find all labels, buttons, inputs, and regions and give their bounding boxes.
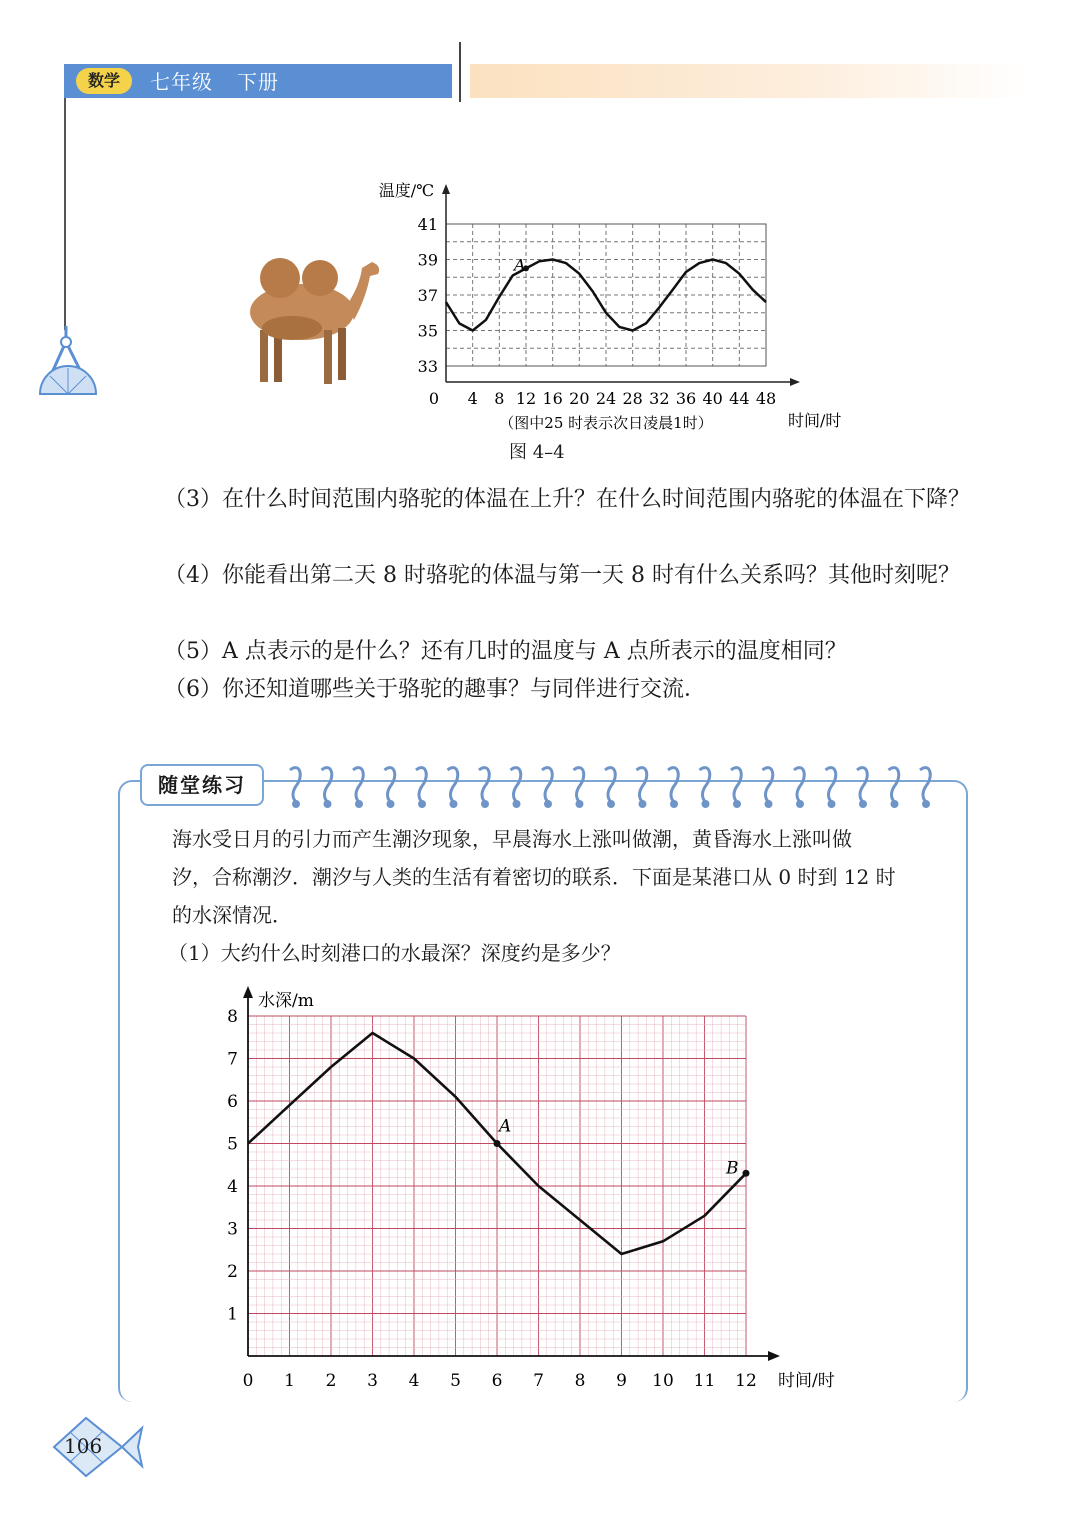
binding-hole [922,800,930,808]
x-tick-label: 12 [735,1371,757,1391]
x-tick-label: 1 [284,1371,295,1391]
x-axis-label: 时间/时 [788,411,842,430]
binding-ring [385,768,395,802]
binding-hole [544,800,552,808]
page-number: 106 [64,1434,103,1458]
binding-hole [387,800,395,808]
y-axis-arrow [243,986,253,998]
binding-hole [292,800,300,808]
y-axis-label: 水深/m [258,991,314,1011]
x-tick-label: 9 [616,1371,627,1391]
point-marker [494,1140,501,1147]
y-tick-label: 41 [417,215,438,234]
subject-badge: 数学 [76,68,132,94]
binding-hole [796,800,804,808]
binding-ring [605,768,615,802]
binding-ring [763,768,773,802]
water-depth-chart [210,984,860,1394]
header-gradient [470,64,1030,98]
binding-hole [670,800,678,808]
binding-ring [322,768,332,802]
y-tick-label: 1 [227,1304,238,1325]
x-tick-label: 7 [533,1371,544,1391]
binding-hole [828,800,836,808]
point-label: A [499,1116,512,1137]
binding-hole [733,800,741,808]
y-tick-label: 6 [227,1092,238,1112]
x-tick-label: 8 [574,1371,586,1391]
volume-label: 下册 [237,70,279,94]
practice-title: 随堂练习 [140,764,264,806]
binding-ring [668,768,678,802]
x-tick-label: 36 [675,389,697,408]
header-divider [459,42,461,102]
binding-ring [416,768,426,802]
binding-ring [542,768,552,802]
y-tick-label: 8 [227,1007,238,1027]
spiral-binding-decoration [276,760,956,812]
figure-caption: 图 4–4 [509,442,565,463]
point-label: A [514,255,526,275]
x-tick-label: 6 [491,1371,503,1391]
x-tick-label: 20 [569,389,590,408]
y-tick-label: 39 [417,250,438,270]
x-tick-label: 12 [515,389,537,408]
question-3: （3）在什么时间范围内骆驼的体温在上升？在什么时间范围内骆驼的体温在下降？ [164,487,970,512]
binding-hole [576,800,584,808]
x-tick-label: 5 [450,1371,461,1391]
binding-hole [639,800,647,808]
x-tick-label: 11 [693,1371,716,1391]
binding-hole [513,800,521,808]
binding-hole [324,800,332,808]
x-tick-label: 0 [428,389,440,408]
y-axis-arrow [442,184,450,194]
origin-label: 0 [242,1371,254,1391]
practice-question-1: （1）大约什么时刻港口的水最深？深度约是多少？ [168,941,621,965]
binding-hole [859,800,867,808]
x-tick-label: 8 [494,389,505,408]
question-4: （4）你能看出第二天 8 时骆驼的体温与第一天 8 时有什么关系吗？其他时刻呢？ [164,563,960,588]
binding-ring [637,768,647,802]
grade-label: 七年级 [150,70,213,94]
binding-hole [702,800,710,808]
x-tick-label: 24 [595,389,617,408]
binding-ring [353,768,363,802]
x-tick-label: 2 [325,1371,337,1391]
binding-ring [290,768,300,802]
y-tick-label: 37 [417,286,438,305]
figure-4-4-chart [360,176,870,432]
binding-hole [481,800,489,808]
y-tick-label: 7 [227,1049,238,1070]
binding-hole [765,800,773,808]
point-marker [743,1170,750,1177]
x-tick-label: 32 [649,389,670,408]
y-tick-label: 35 [417,321,438,341]
practice-text-line2: 汐，合称潮汐．潮汐与人类的生活有着密切的联系．下面是某港口从 0 时到 12 时 [172,865,896,889]
y-tick-label: 2 [227,1262,238,1282]
question-5: （5）A 点表示的是什么？还有几时的温度与 A 点所表示的温度相同？ [164,639,847,664]
binding-hole [355,800,363,808]
point-label: B [726,1158,739,1179]
margin-line [64,98,66,330]
x-tick-label: 4 [408,1371,420,1391]
x-tick-label: 44 [729,389,750,408]
binding-ring [889,768,899,802]
binding-hole [450,800,458,808]
x-tick-label: 10 [652,1371,674,1391]
binding-ring [574,768,584,802]
y-tick-label: 33 [417,357,438,376]
x-tick-label: 48 [755,389,777,408]
y-tick-label: 5 [227,1134,238,1155]
binding-ring [857,768,867,802]
binding-hole [607,800,615,808]
figure-note: （图中25 时表示次日凌晨1时） [499,414,713,432]
binding-ring [448,768,458,802]
x-axis-label: 时间/时 [778,1371,835,1391]
binding-ring [479,768,489,802]
x-axis-arrow [768,1351,780,1361]
question-6: （6）你还知道哪些关于骆驼的趣事？与同伴进行交流． [164,677,706,702]
x-tick-label: 3 [367,1371,378,1391]
x-tick-label: 40 [702,389,723,408]
binding-ring [731,768,741,802]
y-tick-label: 3 [227,1219,238,1240]
binding-ring [511,768,521,802]
practice-text-line1: 海水受日月的引力而产生潮汐现象，早晨海水上涨叫做潮，黄昏海水上涨叫做 [172,827,852,851]
x-tick-label: 16 [542,389,563,408]
x-tick-label: 4 [467,389,478,408]
x-axis-arrow [790,378,800,386]
binding-ring [826,768,836,802]
y-axis-label: 温度/℃ [378,181,434,200]
x-tick-label: 28 [622,389,643,408]
binding-ring [700,768,710,802]
binding-hole [891,800,899,808]
compass-icon [36,326,100,400]
y-tick-label: 4 [227,1177,238,1197]
binding-ring [794,768,804,802]
binding-ring [920,768,930,802]
practice-text-line3: 的水深情况． [172,903,292,927]
binding-hole [418,800,426,808]
